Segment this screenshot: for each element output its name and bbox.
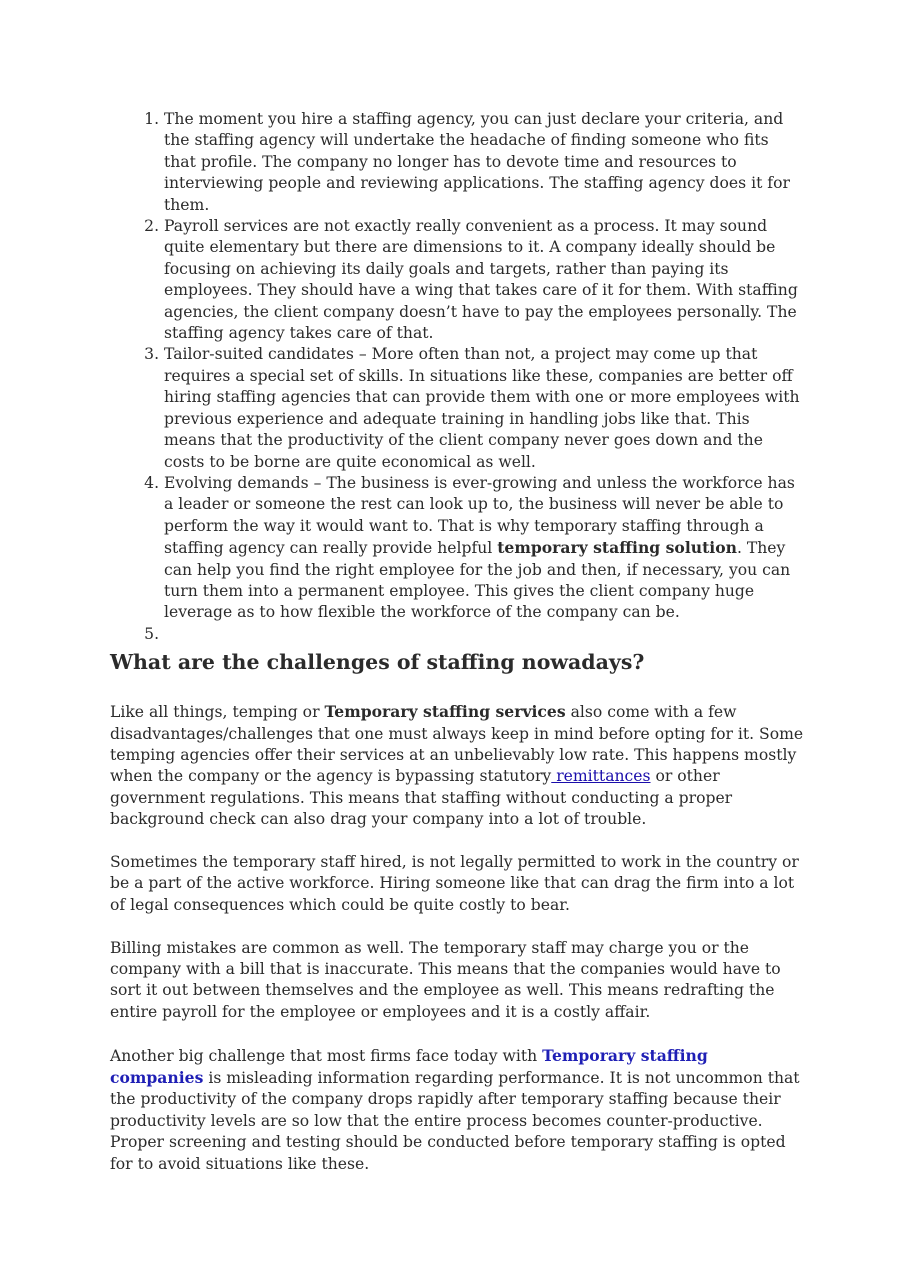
list-item-text: . They can help you find the right employee for the job and then, if necessary, you can turn them into a permanent employee. This gives the client company huge leverage as to how flexible the workforce of the company can be.	[164, 539, 791, 622]
section-heading: What are the challenges of staffing nowadays?	[110, 650, 645, 675]
paragraph: Sometimes the temporary staff hired, is not legally permitted to work in the country or be a part of the active workforce. Hiring someone like that can drag the firm into a lot of legal consequences which could be quite costly to bear.	[110, 852, 799, 914]
bold-phrase: Temporary staffing services	[324, 702, 566, 722]
paragraph-text: is misleading information regarding performance. It is not uncommon that the productivity of the company drops rapidly after temporary staffing because their productivity levels are so low that the entire process becomes counter-productive. Proper screening and testing should be conducted before temporary staffing is opted for to avoid situations like these.	[110, 1069, 800, 1173]
paragraph-text: or other government regulations. This means that staffing without conducting a proper background check can also drag your company into a lot of trouble.	[110, 767, 733, 829]
list-item	[164, 473, 805, 624]
list-item	[164, 109, 805, 216]
list-item-text: Payroll services are not exactly really convenient as a process. It may sound quite elementary but there are dimensions to it. A company ideally should be focusing on achieving its daily goals and targets, rather than paying its employees. They should have a wing that takes care of it for them. With staffing agencies, the client company doesn’t have to pay the employees personally. The staffing agency takes care of that.	[164, 217, 798, 343]
list-item	[164, 344, 805, 472]
benefits-list	[110, 109, 805, 645]
list-item-text: The moment you hire a staffing agency, you can just declare your criteria, and the staffing agency will undertake the headache of finding someone who fits that profile. The company no longer has to devote time and resources to interviewing people and reviewing applications. The staffing agency does it for them.	[164, 110, 790, 214]
paragraph-text: also come with a few disadvantages/challenges that one must always keep in mind before opting for it. Some temping agencies offer their services at an unbelievably low rate. This happens mostly when the company or the agency is bypassing statutory	[110, 703, 804, 786]
paragraph	[110, 701, 805, 830]
paragraph	[110, 1045, 805, 1175]
list-item-text: Tailor-suited candidates – More often than not, a project may come up that requires a special set of skills. In situations like these, companies are better off hiring staffing agencies that can provide them with one or more employees with previous experience and adequate training in handling jobs like that. This means that the productivity of the client company never goes down and the costs to be borne are quite economical as well.	[164, 345, 800, 471]
list-item	[164, 216, 805, 344]
list-item-text: Evolving demands – The business is ever-growing and unless the workforce has a leader or someone the rest can look up to, the business will never be able to perform the way it would want to. That is why temporary staffing through a staffing agency can really provide helpful	[164, 473, 795, 558]
paragraph-text: Another big challenge that most firms face today with	[110, 1046, 543, 1065]
bold-phrase: temporary staffing solution	[497, 538, 737, 558]
temporary-staffing-companies-link[interactable]: Temporary staffing companies	[110, 1045, 708, 1087]
paragraph: Billing mistakes are common as well. The temporary staff may charge you or the company with a bill that is inaccurate. This means that the companies would have to sort it out between themselves and the employee as well. This means redrafting the entire payroll for the employee or employees and it is a costly affair.	[110, 938, 781, 1021]
empty-list-item	[164, 624, 805, 645]
paragraph-text: Like all things, temping or	[110, 703, 325, 722]
remittances-link[interactable]: remittances	[551, 767, 651, 786]
